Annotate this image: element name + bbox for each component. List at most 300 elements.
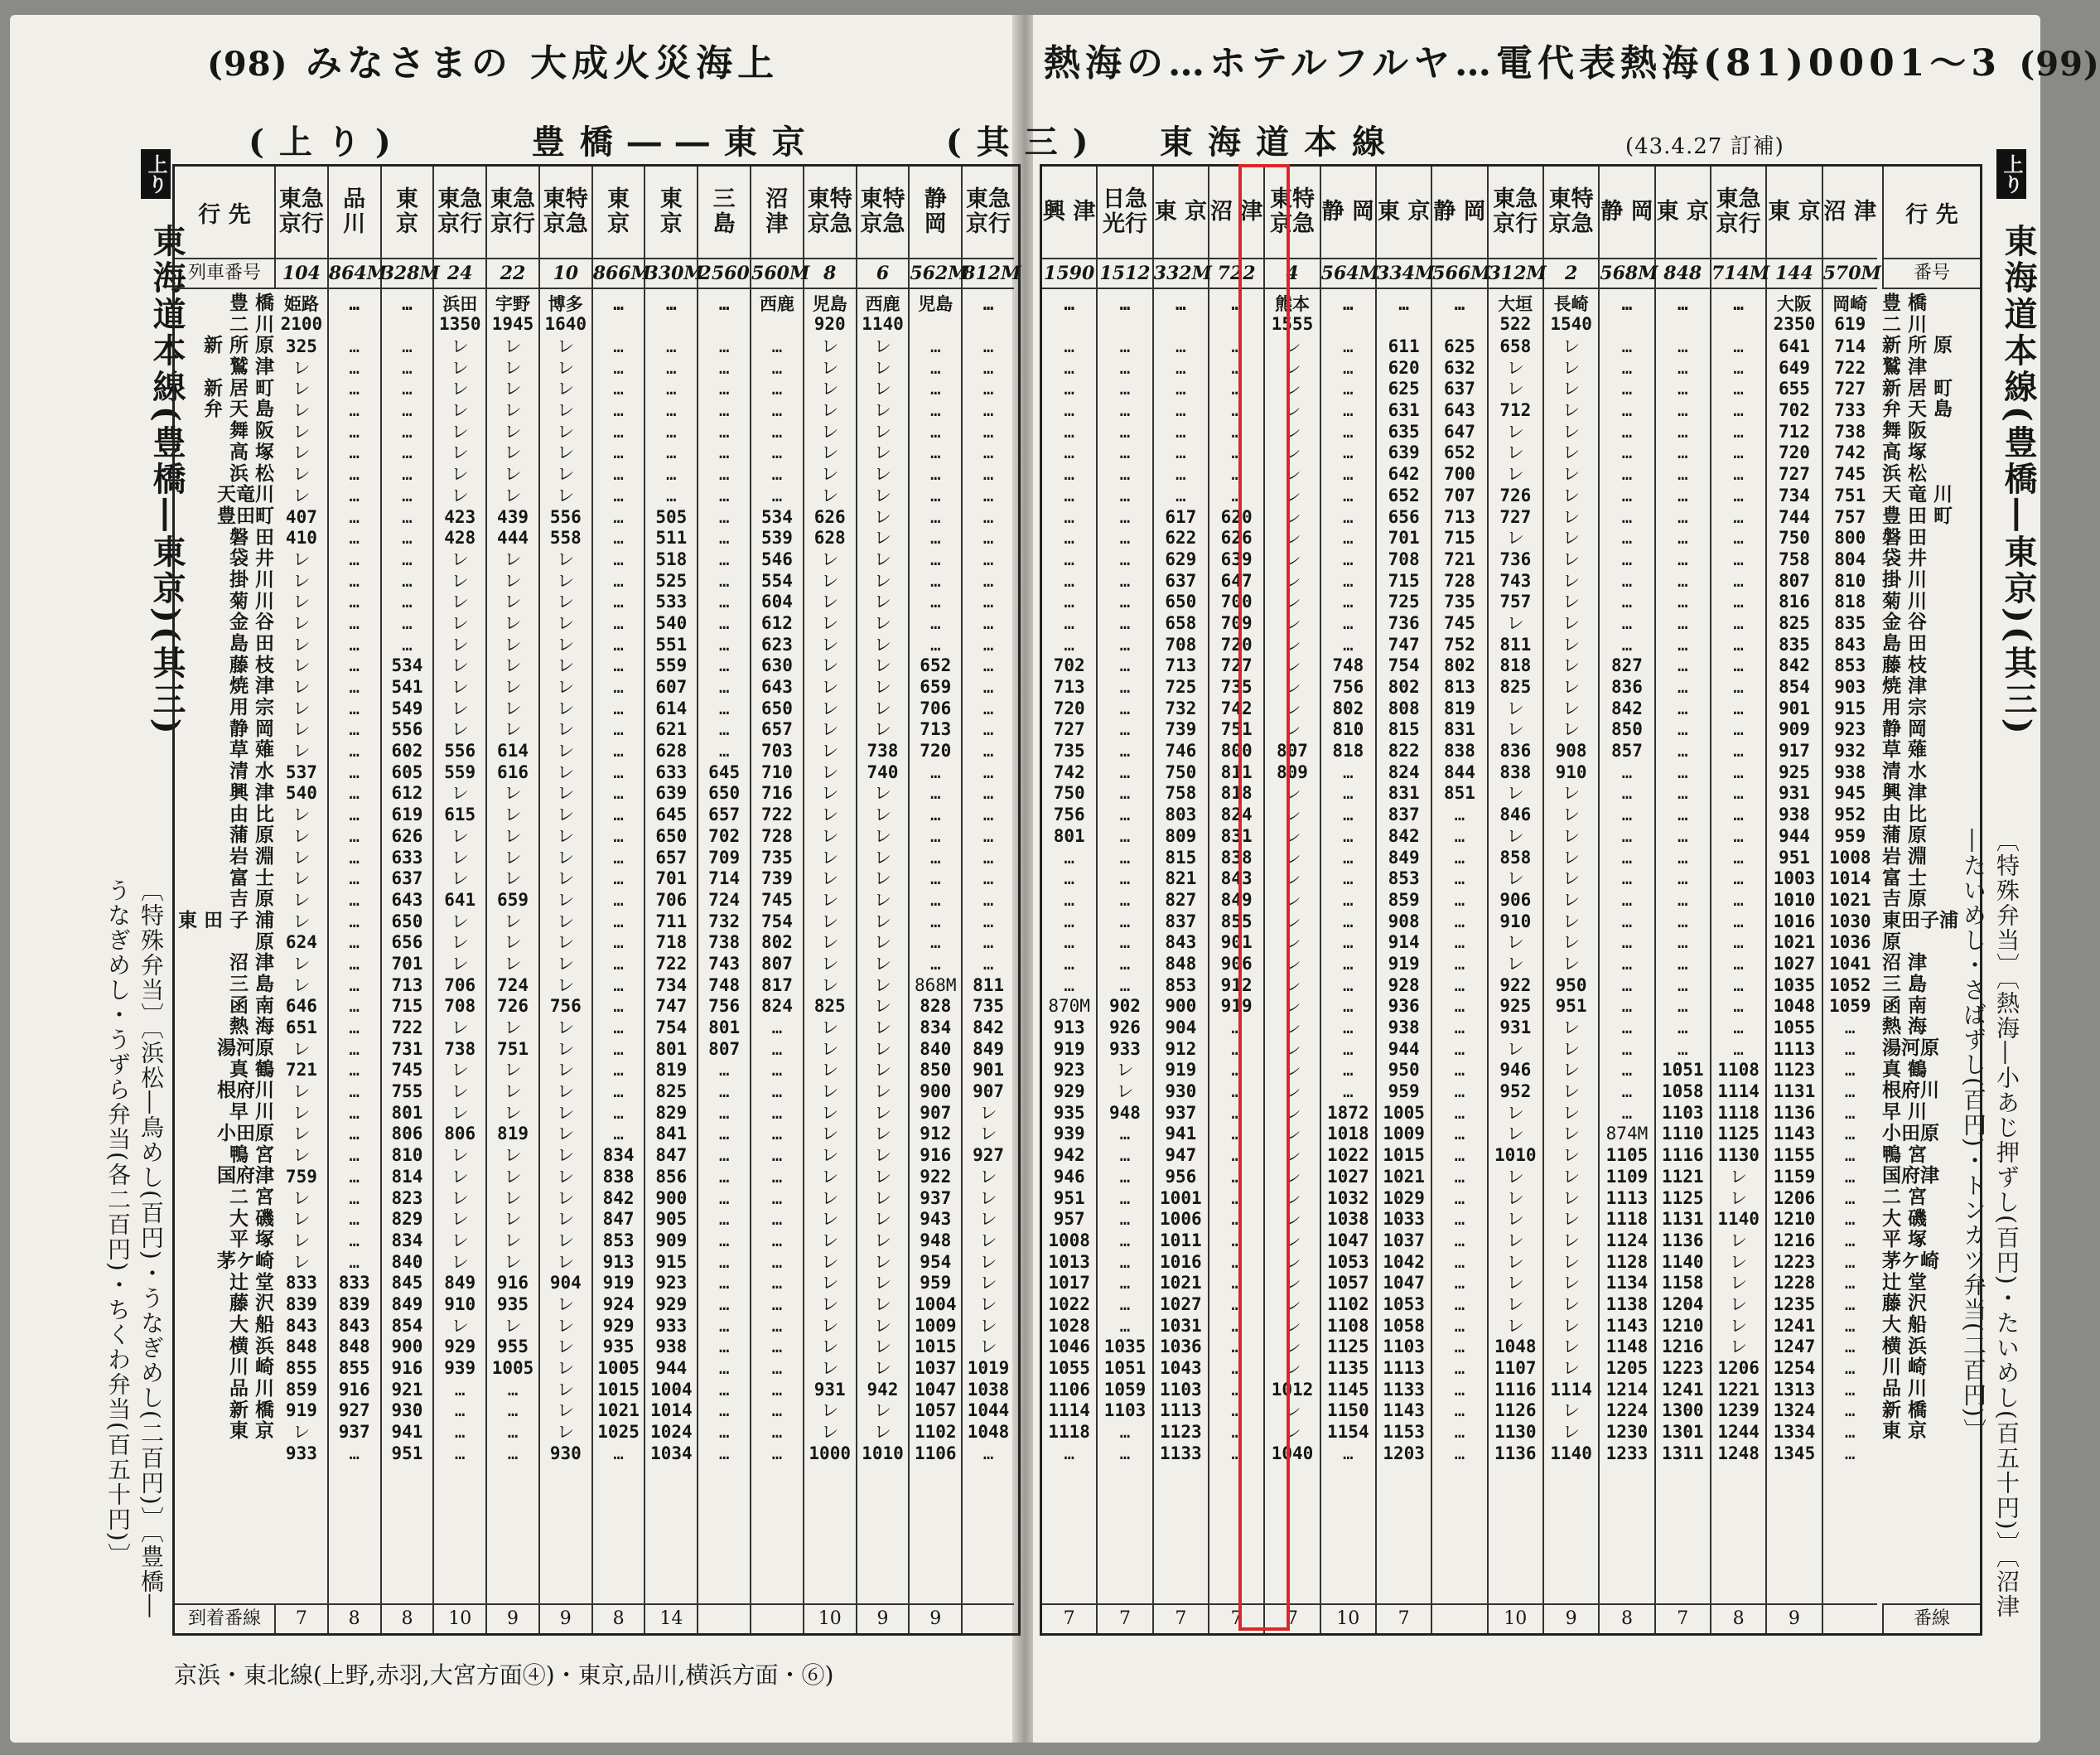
left-time-cell: レ <box>873 868 891 889</box>
right-time-cell: … <box>1733 868 1744 889</box>
left-arrival-track: 7 <box>276 1603 327 1633</box>
right-time-cell: レ <box>1283 698 1301 718</box>
left-time-cell: 623 <box>760 634 793 655</box>
right-time-cell: 938 <box>1778 805 1810 825</box>
right-arrival-track: 7 <box>1377 1603 1431 1633</box>
left-station-32: 三 島 <box>229 973 274 995</box>
right-time-cell: 818 <box>1220 783 1253 804</box>
left-time-cell: … <box>718 719 730 740</box>
right-time-cell: レ <box>1506 1102 1524 1123</box>
left-time-cell: レ <box>821 1081 839 1102</box>
right-time-cell: レ <box>1283 592 1301 612</box>
left-time-cell: … <box>402 570 413 591</box>
right-time-cell: … <box>1454 953 1465 974</box>
right-time-cell: … <box>1677 825 1688 846</box>
left-time-cell: 711 <box>655 911 688 931</box>
right-time-cell: 822 <box>1388 741 1420 761</box>
left-time-cell: 806 <box>391 1124 423 1144</box>
right-time-cell: 1036 <box>1160 1337 1202 1357</box>
right-time-cell: … <box>1733 379 1744 399</box>
right-time-cell: 944 <box>1388 1038 1420 1059</box>
left-train-origin: … <box>349 294 360 314</box>
left-time-cell: 701 <box>391 953 423 974</box>
left-time-cell: 657 <box>760 719 793 740</box>
right-train-destination: 東急 京行 <box>1711 167 1765 259</box>
left-time-cell: レ <box>557 677 575 697</box>
left-station-37: 根府川 <box>217 1079 274 1102</box>
right-time-cell: 930 <box>1165 1081 1197 1102</box>
left-time-cell: レ <box>504 805 522 825</box>
left-time-cell: 801 <box>391 1102 423 1123</box>
right-time-cell: 1204 <box>1661 1293 1704 1314</box>
right-train-destination: 東特 京急 <box>1544 167 1598 259</box>
right-time-cell: … <box>1733 421 1744 442</box>
left-time-cell: レ <box>557 783 575 804</box>
right-time-cell: 1031 <box>1160 1315 1202 1336</box>
right-time-cell: … <box>1621 996 1633 1017</box>
right-time-cell: 809 <box>1277 761 1308 782</box>
left-time-cell: レ <box>979 1187 997 1208</box>
right-time-cell: 756 <box>1053 805 1085 825</box>
left-time-cell: … <box>349 1102 360 1123</box>
right-time-cell: レ <box>1562 1060 1581 1081</box>
right-time-cell: レ <box>1562 634 1581 655</box>
right-time-cell: … <box>1342 761 1354 782</box>
right-station-11: 磐 田 <box>1882 525 1928 549</box>
right-time-cell: レ <box>1283 634 1301 655</box>
right-station-46: 辻 堂 <box>1882 1270 1928 1293</box>
right-time-cell: … <box>1342 485 1354 505</box>
left-time-cell: レ <box>821 1337 839 1357</box>
left-time-cell: … <box>349 1230 360 1250</box>
left-time-cell: … <box>349 634 360 655</box>
right-train-column-1 <box>1098 167 1153 1633</box>
right-time-cell: … <box>1454 1422 1465 1443</box>
right-time-cell: レ <box>1562 357 1581 378</box>
left-time-cell: … <box>718 1081 730 1102</box>
left-time-cell: レ <box>451 1315 469 1336</box>
right-time-cell: レ <box>1283 911 1301 931</box>
right-time-cell: レ <box>1506 719 1524 740</box>
right-time-cell: 713 <box>1165 655 1197 676</box>
right-time-cell: 639 <box>1220 549 1253 569</box>
left-time-cell: … <box>454 1443 466 1463</box>
right-time-cell: … <box>1621 974 1633 995</box>
right-time-cell: レ <box>1562 379 1581 399</box>
right-time-cell: 944 <box>1778 825 1810 846</box>
left-time-cell: 534 <box>760 506 793 527</box>
right-time-cell: … <box>1231 442 1242 463</box>
left-time-cell: … <box>613 974 624 995</box>
right-station-22: 清 水 <box>1882 760 1928 783</box>
left-train-origin: … <box>613 294 624 314</box>
right-time-cell: … <box>1733 1038 1744 1059</box>
left-time-cell: レ <box>821 805 839 825</box>
right-train-number: 722 <box>1209 259 1263 289</box>
left-time-cell: … <box>613 528 624 549</box>
right-time-cell: 932 <box>1834 741 1866 761</box>
right-time-cell: 756 <box>1332 677 1364 697</box>
right-time-cell: … <box>1119 868 1131 889</box>
left-time-cell: レ <box>821 1187 839 1208</box>
left-time-cell: … <box>613 655 624 676</box>
right-time-cell: … <box>1677 847 1688 868</box>
left-time-cell: レ <box>821 1422 839 1443</box>
right-time-cell: レ <box>1283 612 1301 633</box>
left-time-cell: レ <box>292 1102 311 1123</box>
left-station-51: 品 川 <box>229 1377 274 1400</box>
right-time-cell: … <box>1231 1230 1242 1250</box>
left-train-number: 2560 <box>698 259 750 289</box>
right-time-cell: … <box>1175 464 1186 485</box>
right-time-cell: 1030 <box>1828 911 1871 931</box>
right-time-cell: 655 <box>1778 379 1810 399</box>
left-time-cell: … <box>613 719 624 740</box>
right-time-cell: … <box>1454 1379 1465 1400</box>
right-train-number: 848 <box>1656 259 1710 289</box>
right-time-cell: 727 <box>1778 464 1810 485</box>
right-train-column-2 <box>1153 167 1212 1633</box>
right-time-cell: 725 <box>1388 592 1420 612</box>
right-time-cell: 1345 <box>1773 1443 1816 1463</box>
right-train-number: 4 <box>1265 259 1319 289</box>
left-time-cell: … <box>929 592 941 612</box>
left-time-cell: 641 <box>444 889 476 910</box>
left-time-cell: … <box>507 1400 519 1421</box>
right-train-column-11 <box>1656 167 1711 1633</box>
right-time-cell: … <box>1733 911 1744 931</box>
left-time-cell: 713 <box>391 974 423 995</box>
right-time-cell: … <box>1677 634 1688 655</box>
right-time-cell: … <box>1119 1145 1131 1166</box>
right-time-cell: レ <box>1283 1273 1301 1293</box>
left-time-cell: … <box>613 889 624 910</box>
left-time-cell: レ <box>557 805 575 825</box>
left-station-42: 二 宮 <box>229 1185 274 1208</box>
left-time-cell: 652 <box>920 655 952 676</box>
right-station-12: 袋 井 <box>1882 547 1928 570</box>
left-time-cell: … <box>613 783 624 804</box>
left-time-cell: レ <box>504 698 522 718</box>
right-time-cell: 1037 <box>1383 1230 1425 1250</box>
left-time-cell: … <box>613 1124 624 1144</box>
left-time-cell: 621 <box>655 719 688 740</box>
right-time-cell: … <box>1677 783 1688 804</box>
right-station-25: 蒲 原 <box>1882 824 1928 847</box>
right-time-cell: 708 <box>1165 634 1197 655</box>
left-time-cell: 916 <box>338 1379 370 1400</box>
right-time-cell: … <box>1119 783 1131 804</box>
left-time-cell: レ <box>873 1337 891 1357</box>
left-time-cell: レ <box>504 634 522 655</box>
left-time-cell: 913 <box>602 1251 635 1272</box>
right-station-6: 舞 阪 <box>1882 419 1928 442</box>
right-time-cell: … <box>1064 1443 1074 1463</box>
right-time-cell: … <box>1621 1060 1633 1081</box>
left-time-cell: 633 <box>391 847 423 868</box>
right-time-cell: … <box>1231 1400 1242 1421</box>
right-train-origin: 大阪 2350 <box>1773 294 1816 334</box>
right-time-cell: 937 <box>1165 1102 1197 1123</box>
left-time-cell: … <box>718 592 730 612</box>
right-time-cell: レ <box>1506 1038 1524 1059</box>
left-time-cell: レ <box>873 1209 891 1230</box>
right-time-cell: 1138 <box>1605 1293 1649 1314</box>
left-time-cell: 817 <box>760 974 793 995</box>
left-time-cell: … <box>771 442 783 463</box>
left-time-cell: 546 <box>760 549 793 569</box>
right-time-cell: レ <box>1562 1337 1581 1357</box>
right-time-cell: レ <box>1562 1358 1581 1378</box>
left-time-cell: 933 <box>655 1315 688 1336</box>
right-time-cell: … <box>1844 1422 1856 1443</box>
left-train-origin: 西鹿 <box>759 294 794 314</box>
right-time-cell: 941 <box>1165 1124 1197 1144</box>
right-time-cell: … <box>1454 1038 1465 1059</box>
right-time-cell: … <box>1454 1060 1465 1081</box>
left-time-cell: レ <box>557 1358 575 1378</box>
right-time-cell: … <box>1175 421 1186 442</box>
right-time-cell: 1216 <box>1661 1337 1704 1357</box>
right-time-cell: レ <box>1283 1102 1301 1123</box>
right-time-cell: … <box>1454 1293 1465 1314</box>
left-time-cell: レ <box>451 1018 469 1037</box>
right-time-cell: 1053 <box>1383 1293 1425 1314</box>
right-time-cell: レ <box>1283 1422 1301 1443</box>
left-time-cell: … <box>349 783 360 804</box>
left-time-cell: 619 <box>391 805 423 825</box>
right-arrival-track: 7 <box>1098 1603 1151 1633</box>
right-time-cell: … <box>1733 932 1744 953</box>
left-time-cell: … <box>349 974 360 995</box>
left-time-cell: … <box>349 1145 360 1166</box>
right-train-origin: … <box>1175 294 1186 314</box>
left-time-cell: … <box>613 953 624 974</box>
right-time-cell: … <box>1677 677 1688 697</box>
right-time-cell: 1124 <box>1605 1230 1649 1250</box>
right-time-cell: 811 <box>1220 761 1253 782</box>
left-time-cell: レ <box>292 549 311 569</box>
right-arrival-track: 7 <box>1209 1603 1263 1633</box>
right-train-origin: 熊本 1555 <box>1271 294 1314 334</box>
left-time-cell: 706 <box>444 974 476 995</box>
right-time-cell: 1230 <box>1605 1422 1649 1443</box>
right-time-cell: 1150 <box>1327 1400 1369 1421</box>
left-time-cell: 907 <box>973 1081 1005 1102</box>
right-time-cell: … <box>1231 1209 1242 1230</box>
left-time-cell: レ <box>504 1209 522 1230</box>
left-time-cell: 849 <box>444 1273 476 1293</box>
left-time-cell: レ <box>557 1166 575 1187</box>
right-time-cell: … <box>1119 1251 1131 1272</box>
right-time-cell: … <box>1621 506 1633 527</box>
left-time-cell: … <box>929 336 941 356</box>
left-station-53: 東 京 <box>229 1419 274 1443</box>
right-time-cell: 1148 <box>1605 1337 1649 1357</box>
right-time-cell: 912 <box>1220 974 1253 995</box>
left-time-cell: レ <box>292 400 311 421</box>
left-time-cell: 740 <box>867 761 899 782</box>
right-time-cell: 1018 <box>1327 1124 1369 1144</box>
right-time-cell: … <box>1677 1038 1688 1059</box>
right-time-cell: 825 <box>1778 612 1810 633</box>
left-time-cell: 1024 <box>650 1422 693 1443</box>
right-time-cell: 827 <box>1610 655 1643 676</box>
right-time-cell: 652 <box>1388 485 1420 505</box>
left-time-cell: レ <box>821 1293 839 1314</box>
right-train-number: 564M <box>1321 259 1375 289</box>
left-time-cell: レ <box>873 698 891 718</box>
left-time-cell: … <box>613 421 624 442</box>
left-time-cell: 639 <box>655 783 688 804</box>
right-time-cell: … <box>1733 953 1744 974</box>
right-arrival-track <box>1823 1603 1877 1633</box>
left-train-destination: 静 岡 <box>910 167 961 259</box>
left-arrival-track <box>963 1603 1014 1633</box>
right-train-destination: 東 京 <box>1377 167 1431 259</box>
left-time-cell: 1000 <box>809 1443 851 1463</box>
right-time-cell: 650 <box>1165 592 1197 612</box>
right-time-cell: … <box>1064 442 1074 463</box>
right-time-cell: 647 <box>1220 570 1253 591</box>
left-time-cell: 828 <box>920 996 952 1017</box>
right-time-cell: … <box>1454 805 1465 825</box>
left-time-cell: 801 <box>708 1018 741 1037</box>
right-station-17: 藤 枝 <box>1882 653 1928 676</box>
right-time-cell: … <box>1342 974 1354 995</box>
right-time-cell: レ <box>1506 1251 1524 1272</box>
right-time-cell: レ <box>1283 528 1301 549</box>
left-time-cell: … <box>771 1251 783 1272</box>
right-time-cell: … <box>1064 911 1074 931</box>
left-time-cell: レ <box>451 677 469 697</box>
right-time-cell: … <box>1844 1273 1856 1293</box>
left-time-cell: 930 <box>391 1400 423 1421</box>
left-time-cell: レ <box>821 1102 839 1123</box>
right-time-cell: 1143 <box>1605 1315 1649 1336</box>
right-time-cell: 849 <box>1220 889 1253 910</box>
right-time-cell: 1022 <box>1327 1145 1369 1166</box>
right-time-cell: … <box>1342 400 1354 421</box>
left-time-cell: 924 <box>602 1293 635 1314</box>
right-trainno-label: 番号 <box>1882 259 1980 289</box>
right-time-cell: 732 <box>1165 698 1197 718</box>
left-time-cell: … <box>718 1230 730 1250</box>
right-time-cell: 1059 <box>1828 996 1871 1017</box>
left-time-cell: 626 <box>391 825 423 846</box>
left-time-cell: 1037 <box>914 1358 957 1378</box>
right-time-cell: … <box>1342 805 1354 825</box>
left-time-cell: … <box>613 1060 624 1081</box>
left-time-cell: 810 <box>391 1145 423 1166</box>
left-time-cell: … <box>718 1358 730 1378</box>
left-time-cell: レ <box>451 825 469 846</box>
left-time-cell: 842 <box>973 1018 1005 1037</box>
right-time-cell: レ <box>1506 421 1524 442</box>
left-time-cell: … <box>982 698 994 718</box>
right-time-cell: 647 <box>1443 421 1475 442</box>
right-time-cell: 923 <box>1053 1060 1085 1081</box>
left-time-cell: レ <box>557 868 575 889</box>
left-time-cell: … <box>718 1124 730 1144</box>
right-time-cell: レ <box>1283 549 1301 569</box>
right-time-cell: … <box>1119 379 1131 399</box>
left-time-cell: … <box>613 996 624 1017</box>
left-time-cell: レ <box>451 868 469 889</box>
right-station-40: 鴨 宮 <box>1882 1143 1928 1166</box>
right-time-cell: … <box>1621 592 1633 612</box>
left-time-cell: … <box>929 634 941 655</box>
left-station-33: 函 南 <box>229 994 274 1017</box>
right-time-cell: 1036 <box>1828 932 1871 953</box>
right-time-cell: … <box>1064 889 1074 910</box>
left-time-cell: … <box>349 570 360 591</box>
left-time-cell: 650 <box>708 783 741 804</box>
left-train-origin: 児島 <box>918 294 953 314</box>
right-time-cell: レ <box>1283 719 1301 740</box>
left-time-cell: レ <box>873 783 891 804</box>
left-time-cell: レ <box>821 719 839 740</box>
right-time-cell: 802 <box>1443 655 1475 676</box>
left-time-cell: レ <box>557 741 575 761</box>
right-time-cell: 1205 <box>1605 1358 1649 1378</box>
left-time-cell: 1025 <box>597 1422 640 1443</box>
left-time-cell: レ <box>451 655 469 676</box>
left-time-cell: 720 <box>920 741 952 761</box>
left-time-cell: … <box>349 464 360 485</box>
right-time-cell: … <box>1119 549 1131 569</box>
left-time-cell: … <box>929 464 941 485</box>
right-time-cell: 942 <box>1053 1145 1085 1166</box>
left-time-cell: … <box>402 421 413 442</box>
right-station-10: 豊 田 町 <box>1882 504 1953 527</box>
right-time-cell: … <box>1677 506 1688 527</box>
right-time-cell: 1043 <box>1160 1358 1202 1378</box>
right-time-cell: 745 <box>1834 464 1866 485</box>
right-time-cell: … <box>1733 612 1744 633</box>
right-time-cell: 712 <box>1499 400 1532 421</box>
right-time-cell: … <box>1342 996 1354 1017</box>
right-time-cell: 726 <box>1499 485 1532 505</box>
right-time-cell: レ <box>1283 421 1301 442</box>
left-train-destination: 東特 京急 <box>857 167 909 259</box>
left-time-cell: … <box>507 1422 519 1443</box>
right-time-cell: 1247 <box>1773 1337 1816 1357</box>
right-time-cell: レ <box>1562 911 1581 931</box>
left-time-cell: レ <box>821 1400 839 1421</box>
right-time-cell: レ <box>1506 528 1524 549</box>
right-time-cell: … <box>1677 612 1688 633</box>
right-time-cell: … <box>1677 889 1688 910</box>
left-time-cell: レ <box>292 741 311 761</box>
left-time-cell: … <box>771 1230 783 1250</box>
right-time-cell: … <box>1733 805 1744 825</box>
right-time-cell: レ <box>1283 1337 1301 1357</box>
right-time-cell: 802 <box>1388 677 1420 697</box>
left-time-cell: 612 <box>760 612 793 633</box>
left-time-cell: 854 <box>391 1315 423 1336</box>
right-station-20: 静 岡 <box>1882 717 1928 740</box>
left-time-cell: … <box>982 421 994 442</box>
right-time-cell: 1134 <box>1605 1273 1649 1293</box>
left-time-cell: 650 <box>760 698 793 718</box>
right-time-cell: 733 <box>1834 400 1866 421</box>
left-time-cell: … <box>982 911 994 931</box>
right-train-column-6 <box>1376 167 1436 1633</box>
left-time-cell: … <box>666 421 677 442</box>
left-time-cell: 921 <box>391 1379 423 1400</box>
left-time-cell: … <box>718 1166 730 1187</box>
